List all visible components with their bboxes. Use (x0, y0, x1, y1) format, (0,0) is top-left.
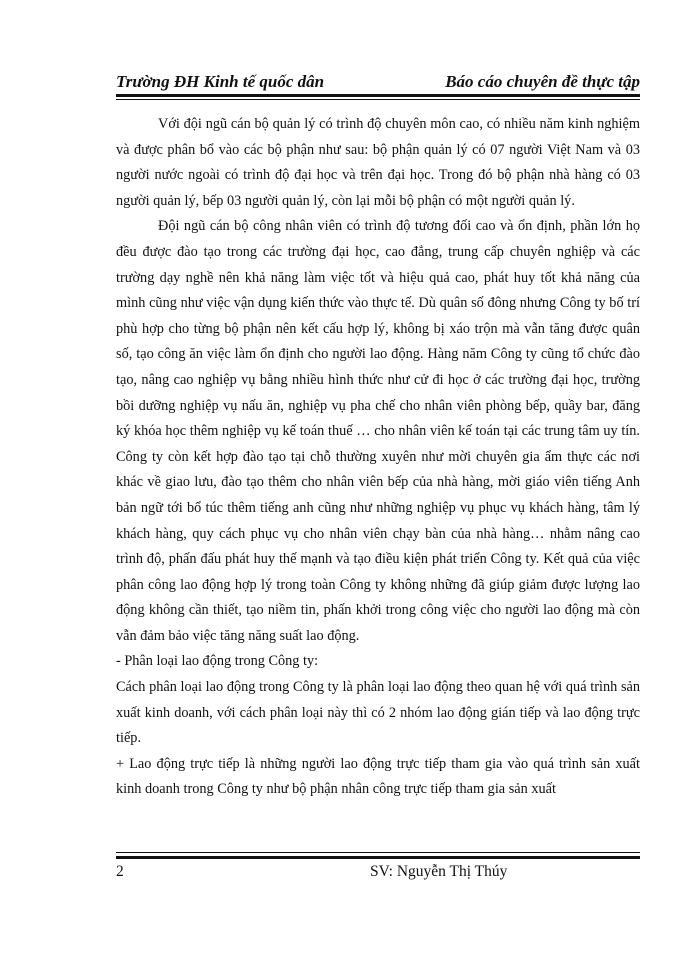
page-header (116, 70, 640, 92)
header-rule-thin (116, 99, 640, 100)
paragraph: Đội ngũ cán bộ công nhân viên có trình độ tương đối cao và ổn định, phần lớn họ đều được đào tạo trong các trường đại học, cao đẳng, trung cấp chuyên nghiệp và các trường dạy nghề nên khả năng làm việc tốt và hiệu quả cao, phát huy tốt khả năng của mình cũng như việc vận dụng kiến thức vào thực tế. Dù quân số đông nhưng Công ty bố trí phù hợp cho từng bộ phận nên kết cấu hợp lý, không bị xáo trộn mà vẫn tăng được quân số, tạo công ăn việc làm ổn định cho người lao động. Hàng năm Công ty cũng tổ chức đào tạo, nâng cao nghiệp vụ bằng nhiều hình thức như cử đi học ở các trường đại học, trường bồi dưỡng nghiệp vụ nấu ăn, nghiệp vụ pha chế cho nhân viên phòng bếp, quầy bar, đăng ký khóa học thêm nghiệp vụ kế toán thuế … cho nhân viên kế toán tại các trung tâm uy tín. Công ty còn kết hợp đào tạo tại chỗ thường xuyên như mời chuyên gia ẩm thực các nơi khác về giao lưu, đào tạo thêm cho nhân viên bếp của nhà hàng, mời giáo viên tiếng Anh bản ngữ tới bổ túc thêm tiếng anh cũng như những nghiệp vụ phục vụ khách hàng, tâm lý khách hàng, quy cách phục vụ cho nhân viên chạy bàn của nhà hàng… nhằm nâng cao trình độ, phấn đấu phát huy thế mạnh và tạo điều kiện phát triển Công ty. Kết quả của việc phân công lao động hợp lý trong toàn Công ty không những đã giúp giảm được lượng lao động không cần thiết, tạo niềm tin, phấn khởi trong công việc cho người lao động mà còn vẫn đảm bảo việc tăng năng suất lao động. (116, 218, 640, 644)
header-school: Trường ĐH Kinh tế quốc dân (116, 72, 325, 91)
footer-rule (116, 856, 640, 859)
page-footer (116, 860, 640, 884)
footer-rule-thin (116, 852, 640, 853)
paragraph: Cách phân loại lao động trong Công ty là phân loại lao động theo quan hệ với quá trình sản xuất kinh doanh, với cách phân loại này thì có 2 nhóm lao động gián tiếp và lao động trực tiếp. (116, 679, 640, 747)
header-rule (116, 94, 640, 97)
page-number: 2 (116, 863, 124, 880)
paragraph: + Lao động trực tiếp là những người lao động trực tiếp tham gia vào quá trình sản xuất kinh doanh trong Công ty như bộ phận nhân công trực tiếp tham gia sản xuất (116, 755, 640, 798)
student-name: SV: Nguyễn Thị Thúy (370, 863, 508, 880)
document-body (116, 112, 640, 803)
paragraph: Với đội ngũ cán bộ quản lý có trình độ chuyên môn cao, có nhiều năm kinh nghiệm và được phân bổ vào các bộ phận như sau: bộ phận quản lý có 07 người Việt Nam và 03 người nước ngoài có trình độ đại học và trên đại học. Trong đó bộ phận nhà hàng có 03 người quản lý, bếp 03 người quản lý, còn lại mỗi bộ phận có một người quản lý. (116, 116, 640, 209)
paragraph: - Phân loại lao động trong Công ty: (116, 653, 319, 670)
header-report-title: Báo cáo chuyên đề thực tập (445, 72, 640, 91)
